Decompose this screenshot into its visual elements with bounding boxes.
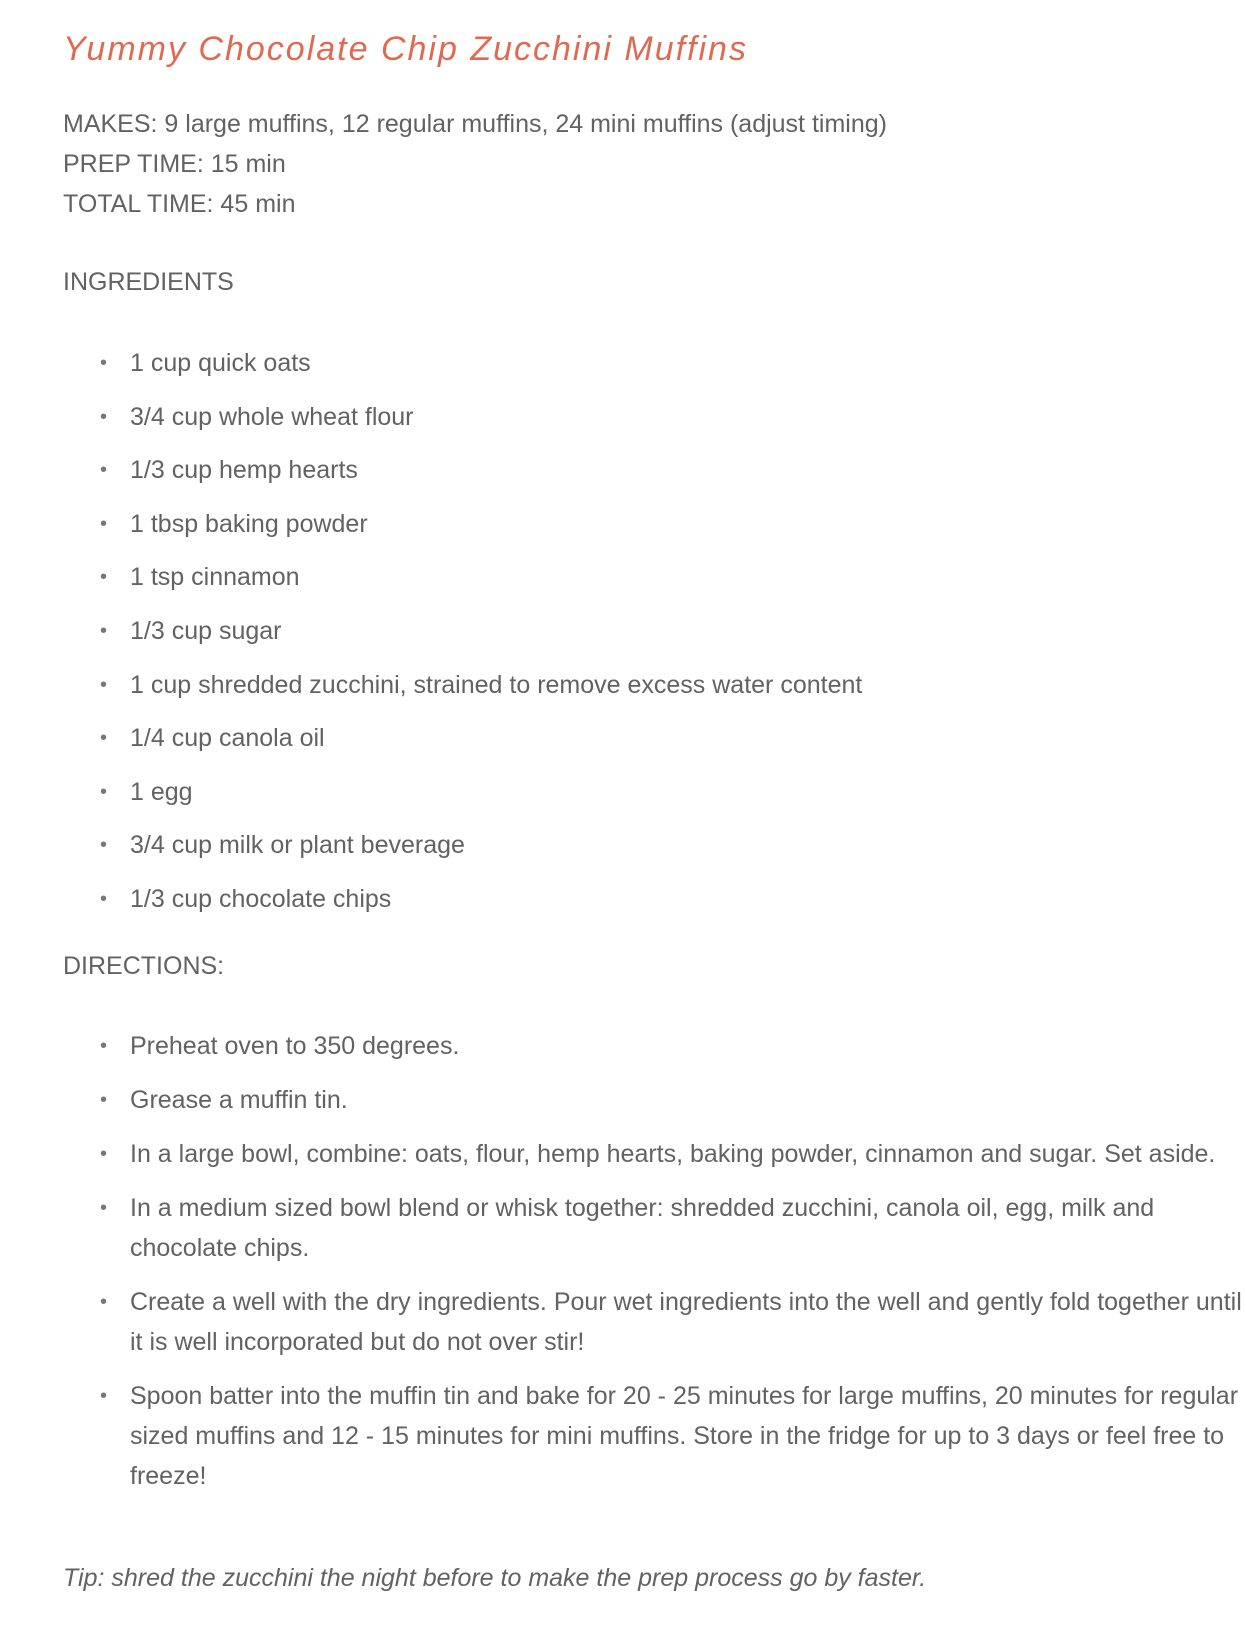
ingredient-item: • 1/3 cup hemp hearts [63,450,862,490]
ingredients-heading: INGREDIENTS [63,268,234,296]
ingredient-item: • 1/3 cup chocolate chips [63,879,862,919]
direction-step: • In a medium sized bowl blend or whisk together: shredded zucchini, canola oil, egg, milk and chocolate chips. [63,1188,1246,1268]
ingredient-item: • 1 tbsp baking powder [63,504,862,544]
prep-time: PREP TIME: 15 min [63,150,286,178]
ingredient-item: • 1 egg [63,772,862,812]
directions-list [63,1026,1246,1510]
tip: Tip: shred the zucchini the night before to make the prep process go by faster. [63,1564,927,1592]
ingredient-item: • 1 cup shredded zucchini, strained to remove excess water content [63,665,862,705]
ingredient-item: • 1/3 cup sugar [63,611,862,651]
ingredient-item: • 1/4 cup canola oil [63,718,862,758]
directions-heading: DIRECTIONS: [63,952,225,980]
ingredient-item: • 3/4 cup milk or plant beverage [63,825,862,865]
ingredient-item: • 1 tsp cinnamon [63,557,862,597]
ingredient-item: • 3/4 cup whole wheat flour [63,397,862,437]
direction-step: • Spoon batter into the muffin tin and bake for 20 - 25 minutes for large muffins, 20 minutes for regular sized muffins and 12 - 15 minutes for mini muffins. Store in the fridge for up to 3 days or feel free to freeze! [63,1376,1246,1496]
recipe-title: Yummy Chocolate Chip Zucchini Muffins [63,30,748,68]
direction-step: • Create a well with the dry ingredients. Pour wet ingredients into the well and gently fold together until it is well incorporated but do not over stir! [63,1282,1246,1362]
recipe-meta [63,104,887,224]
ingredient-item: • 1 cup quick oats [63,343,862,383]
direction-step: • Preheat oven to 350 degrees. [63,1026,1246,1066]
total-time: TOTAL TIME: 45 min [63,190,296,218]
makes: MAKES: 9 large muffins, 12 regular muffins, 24 mini muffins (adjust timing) [63,110,887,138]
direction-step: • In a large bowl, combine: oats, flour, hemp hearts, baking powder, cinnamon and sugar. Set aside. [63,1134,1246,1174]
ingredients-list [63,343,862,933]
direction-step: • Grease a muffin tin. [63,1080,1246,1120]
